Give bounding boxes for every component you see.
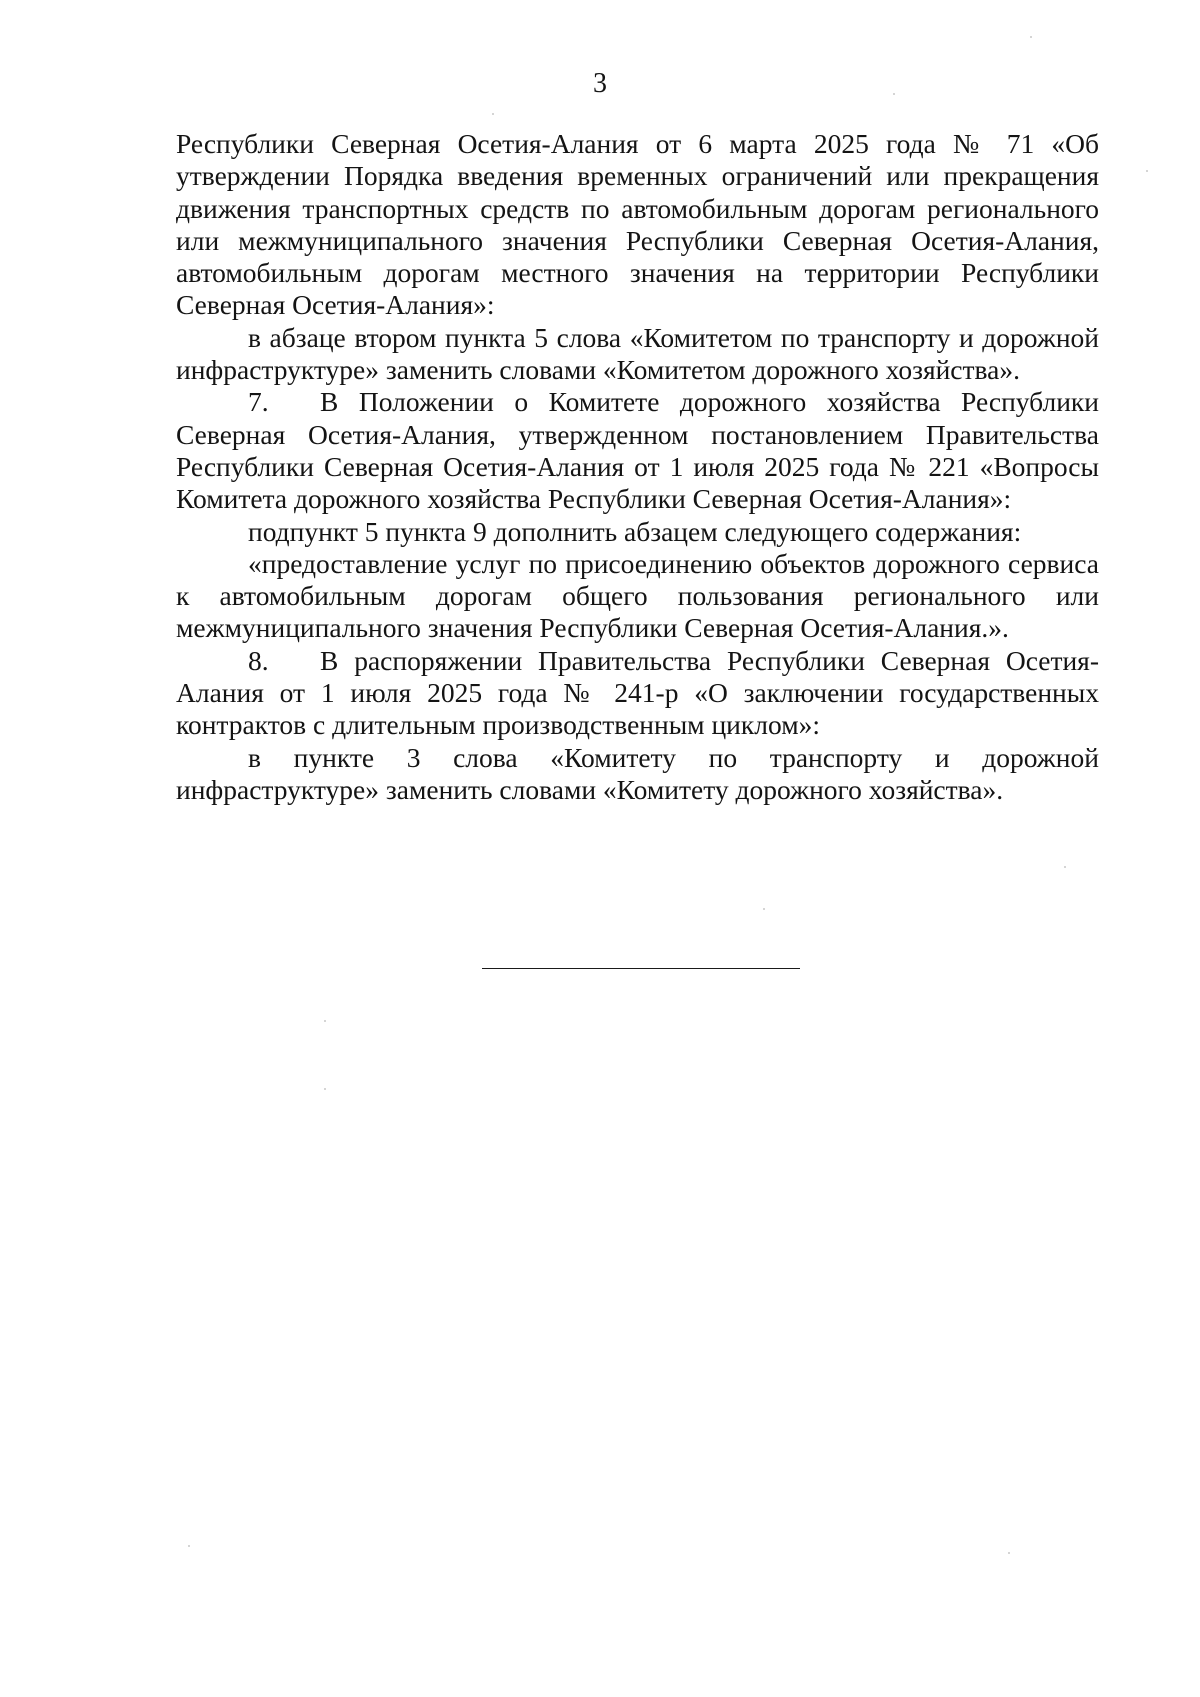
page-number: 3 [593, 68, 607, 99]
scan-speck [324, 1020, 326, 1022]
scan-speck [763, 908, 765, 910]
scan-speck [893, 93, 895, 95]
scan-speck [188, 1545, 190, 1547]
paragraph-item-7 [176, 386, 1099, 515]
scan-speck [1064, 866, 1066, 868]
item-text: В распоряжении Правительства Республики Северная Осетия-Алания от 1 июля 2025 года № 241-р «О заключении государственных контрактов с длительным производственным циклом»: [176, 644, 1099, 741]
document-body [176, 128, 1099, 806]
item-text: В Положении о Комитете дорожного хозяйства Республики Северная Осетия-Алания, утвержденном постановлением Правительства Республики Северная Осетия-Алания от 1 июля 2025 года № 221 «Вопросы Комитета дорожного хозяйства Республики Северная Осетия-Алания»: [176, 386, 1099, 515]
scan-speck [492, 113, 494, 115]
paragraph-amendment-point-3: в пункте 3 слова «Комитету по транспорту и дорожной инфраструктуре» заменить словами «Комитету дорожного хозяйства». [176, 741, 1099, 805]
paragraph-continuation: Республики Северная Осетия-Алания от 6 марта 2025 года № 71 «Об утверждении Порядка введения временных ограничений или прекращения движения транспортных средств по автомобильным дорогам регионального или межмуниципального значения Республики Северная Осетия-Алания, автомобильным дорогам местного значения на территории Республики Северная Осетия-Алания»: [176, 128, 1099, 321]
item-number: 8. [248, 644, 269, 676]
scan-speck [1146, 170, 1148, 172]
scan-speck [1030, 36, 1032, 38]
paragraph-quoted-addition: «предоставление услуг по присоединению объектов дорожного сервиса к автомобильным дорогам общего пользования регионального или межмуниципального значения Республики Северная Осетия-Алания.». [176, 547, 1099, 644]
paragraph-amendment-point-5: в абзаце втором пункта 5 слова «Комитетом по транспорту и дорожной инфраструктуре» заменить словами «Комитетом дорожного хозяйства». [176, 321, 1099, 386]
paragraph-subpoint-5: подпункт 5 пункта 9 дополнить абзацем следующего содержания: [248, 515, 1022, 547]
item-number: 7. [248, 386, 269, 418]
end-of-document-rule [482, 968, 800, 969]
scan-speck [324, 1088, 326, 1090]
paragraph-item-8 [176, 645, 1099, 742]
scan-speck [1008, 1552, 1010, 1554]
